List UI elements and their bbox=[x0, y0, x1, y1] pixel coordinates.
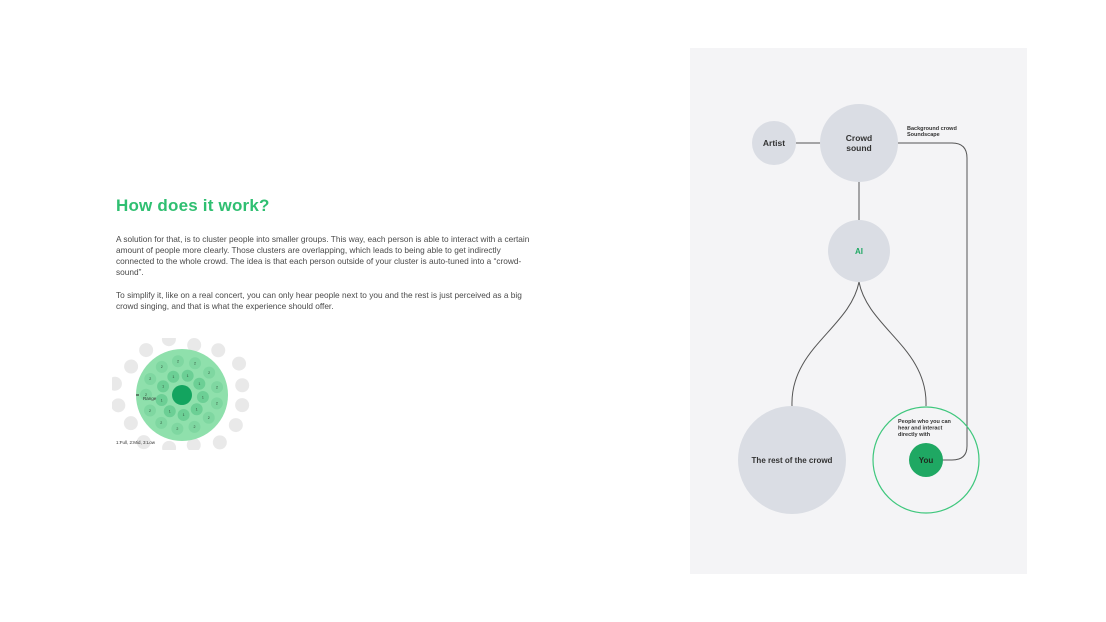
background-soundscape-connector bbox=[897, 143, 967, 460]
cluster-person-mid-number: 2 bbox=[149, 377, 152, 382]
artist-label: Artist bbox=[762, 138, 786, 148]
ai-label: AI bbox=[855, 247, 863, 256]
cluster-person-near-number: 1 bbox=[168, 409, 171, 414]
background-soundscape-label-line1: Background crowd bbox=[907, 126, 957, 132]
outer-crowd-person bbox=[124, 360, 138, 374]
outer-crowd-person bbox=[162, 441, 176, 450]
cluster-person-mid-number: 2 bbox=[148, 408, 151, 413]
people-label-line3: directly with bbox=[898, 432, 931, 438]
cluster-person-mid-number: 2 bbox=[208, 370, 211, 375]
you-label: You bbox=[918, 456, 934, 465]
section-heading: How does it work? bbox=[116, 196, 270, 215]
people-label-line1: People who you can bbox=[898, 419, 951, 425]
diagram-panel bbox=[690, 48, 1027, 574]
cluster-svg bbox=[112, 338, 262, 450]
cluster-person-mid-number: 2 bbox=[207, 416, 210, 421]
cluster-person-mid-number: 2 bbox=[176, 359, 179, 364]
outer-crowd-person bbox=[124, 416, 138, 430]
rest-of-crowd-label: The rest of the crowd bbox=[751, 456, 833, 465]
outer-crowd-person bbox=[213, 435, 227, 449]
ai-to-you-connector bbox=[859, 282, 926, 406]
cluster-person-near-number: 1 bbox=[162, 384, 165, 389]
cluster-person-mid-number: 2 bbox=[193, 425, 196, 430]
outer-crowd-person bbox=[211, 343, 225, 357]
outer-crowd-person bbox=[235, 378, 249, 392]
cluster-person-near-number: 1 bbox=[195, 407, 198, 412]
cluster-person-mid-number: 2 bbox=[215, 401, 218, 406]
cluster-person-near-number: 1 bbox=[198, 382, 201, 387]
outer-crowd-person bbox=[232, 357, 246, 371]
cluster-person-near-number: 1 bbox=[160, 398, 163, 403]
cluster-person-near-number: 1 bbox=[201, 395, 204, 400]
cluster-center-person bbox=[172, 385, 192, 405]
background-soundscape-label-line2: Soundscape bbox=[907, 132, 940, 138]
crowd-sound-label-line1: Crowd bbox=[845, 133, 873, 143]
cluster-person-mid-number: 2 bbox=[176, 427, 179, 432]
intro-paragraph: A solution for that, is to cluster people into smaller groups. This way, each person is able to interact with a certain amount of people more clearly. Those clusters are overlapping, which leads to being able to get indirectly connected to the whole crowd. The idea is that each person outside of your cluster is auto-tuned into a “crowd-sound”. bbox=[116, 234, 530, 277]
cluster-person-near-number: 1 bbox=[172, 375, 175, 380]
cluster-person-mid-number: 2 bbox=[160, 421, 163, 426]
people-label-line2: hear and interact bbox=[898, 425, 943, 432]
cluster-illustration bbox=[112, 338, 262, 450]
flow-diagram bbox=[690, 48, 1027, 574]
ai-to-rest-connector bbox=[792, 282, 859, 406]
crowd-sound-label-line2: sound bbox=[846, 143, 872, 153]
cluster-legend: 1:Full, 2:Mid, 3:Low bbox=[116, 440, 156, 445]
cluster-person-near-number: 1 bbox=[182, 413, 185, 418]
cluster-person-mid-number: 2 bbox=[194, 361, 197, 366]
cluster-person-near-number: 1 bbox=[186, 374, 189, 379]
concert-paragraph: To simplify it, like on a real concert, you can only hear people next to you and the rest is just perceived as a big crowd singing, and that is what the experience should offer. bbox=[116, 290, 522, 311]
cluster-person-mid-number: 2 bbox=[145, 393, 148, 398]
cluster-range-label: Range bbox=[143, 396, 157, 401]
outer-crowd-person bbox=[162, 338, 176, 346]
cluster-person-mid-number: 2 bbox=[216, 385, 219, 390]
outer-crowd-person bbox=[112, 398, 125, 412]
cluster-person-mid-number: 2 bbox=[160, 365, 163, 370]
outer-crowd-person bbox=[112, 377, 122, 391]
outer-crowd-person bbox=[139, 343, 153, 357]
outer-crowd-person bbox=[235, 398, 249, 412]
outer-crowd-person bbox=[229, 418, 243, 432]
